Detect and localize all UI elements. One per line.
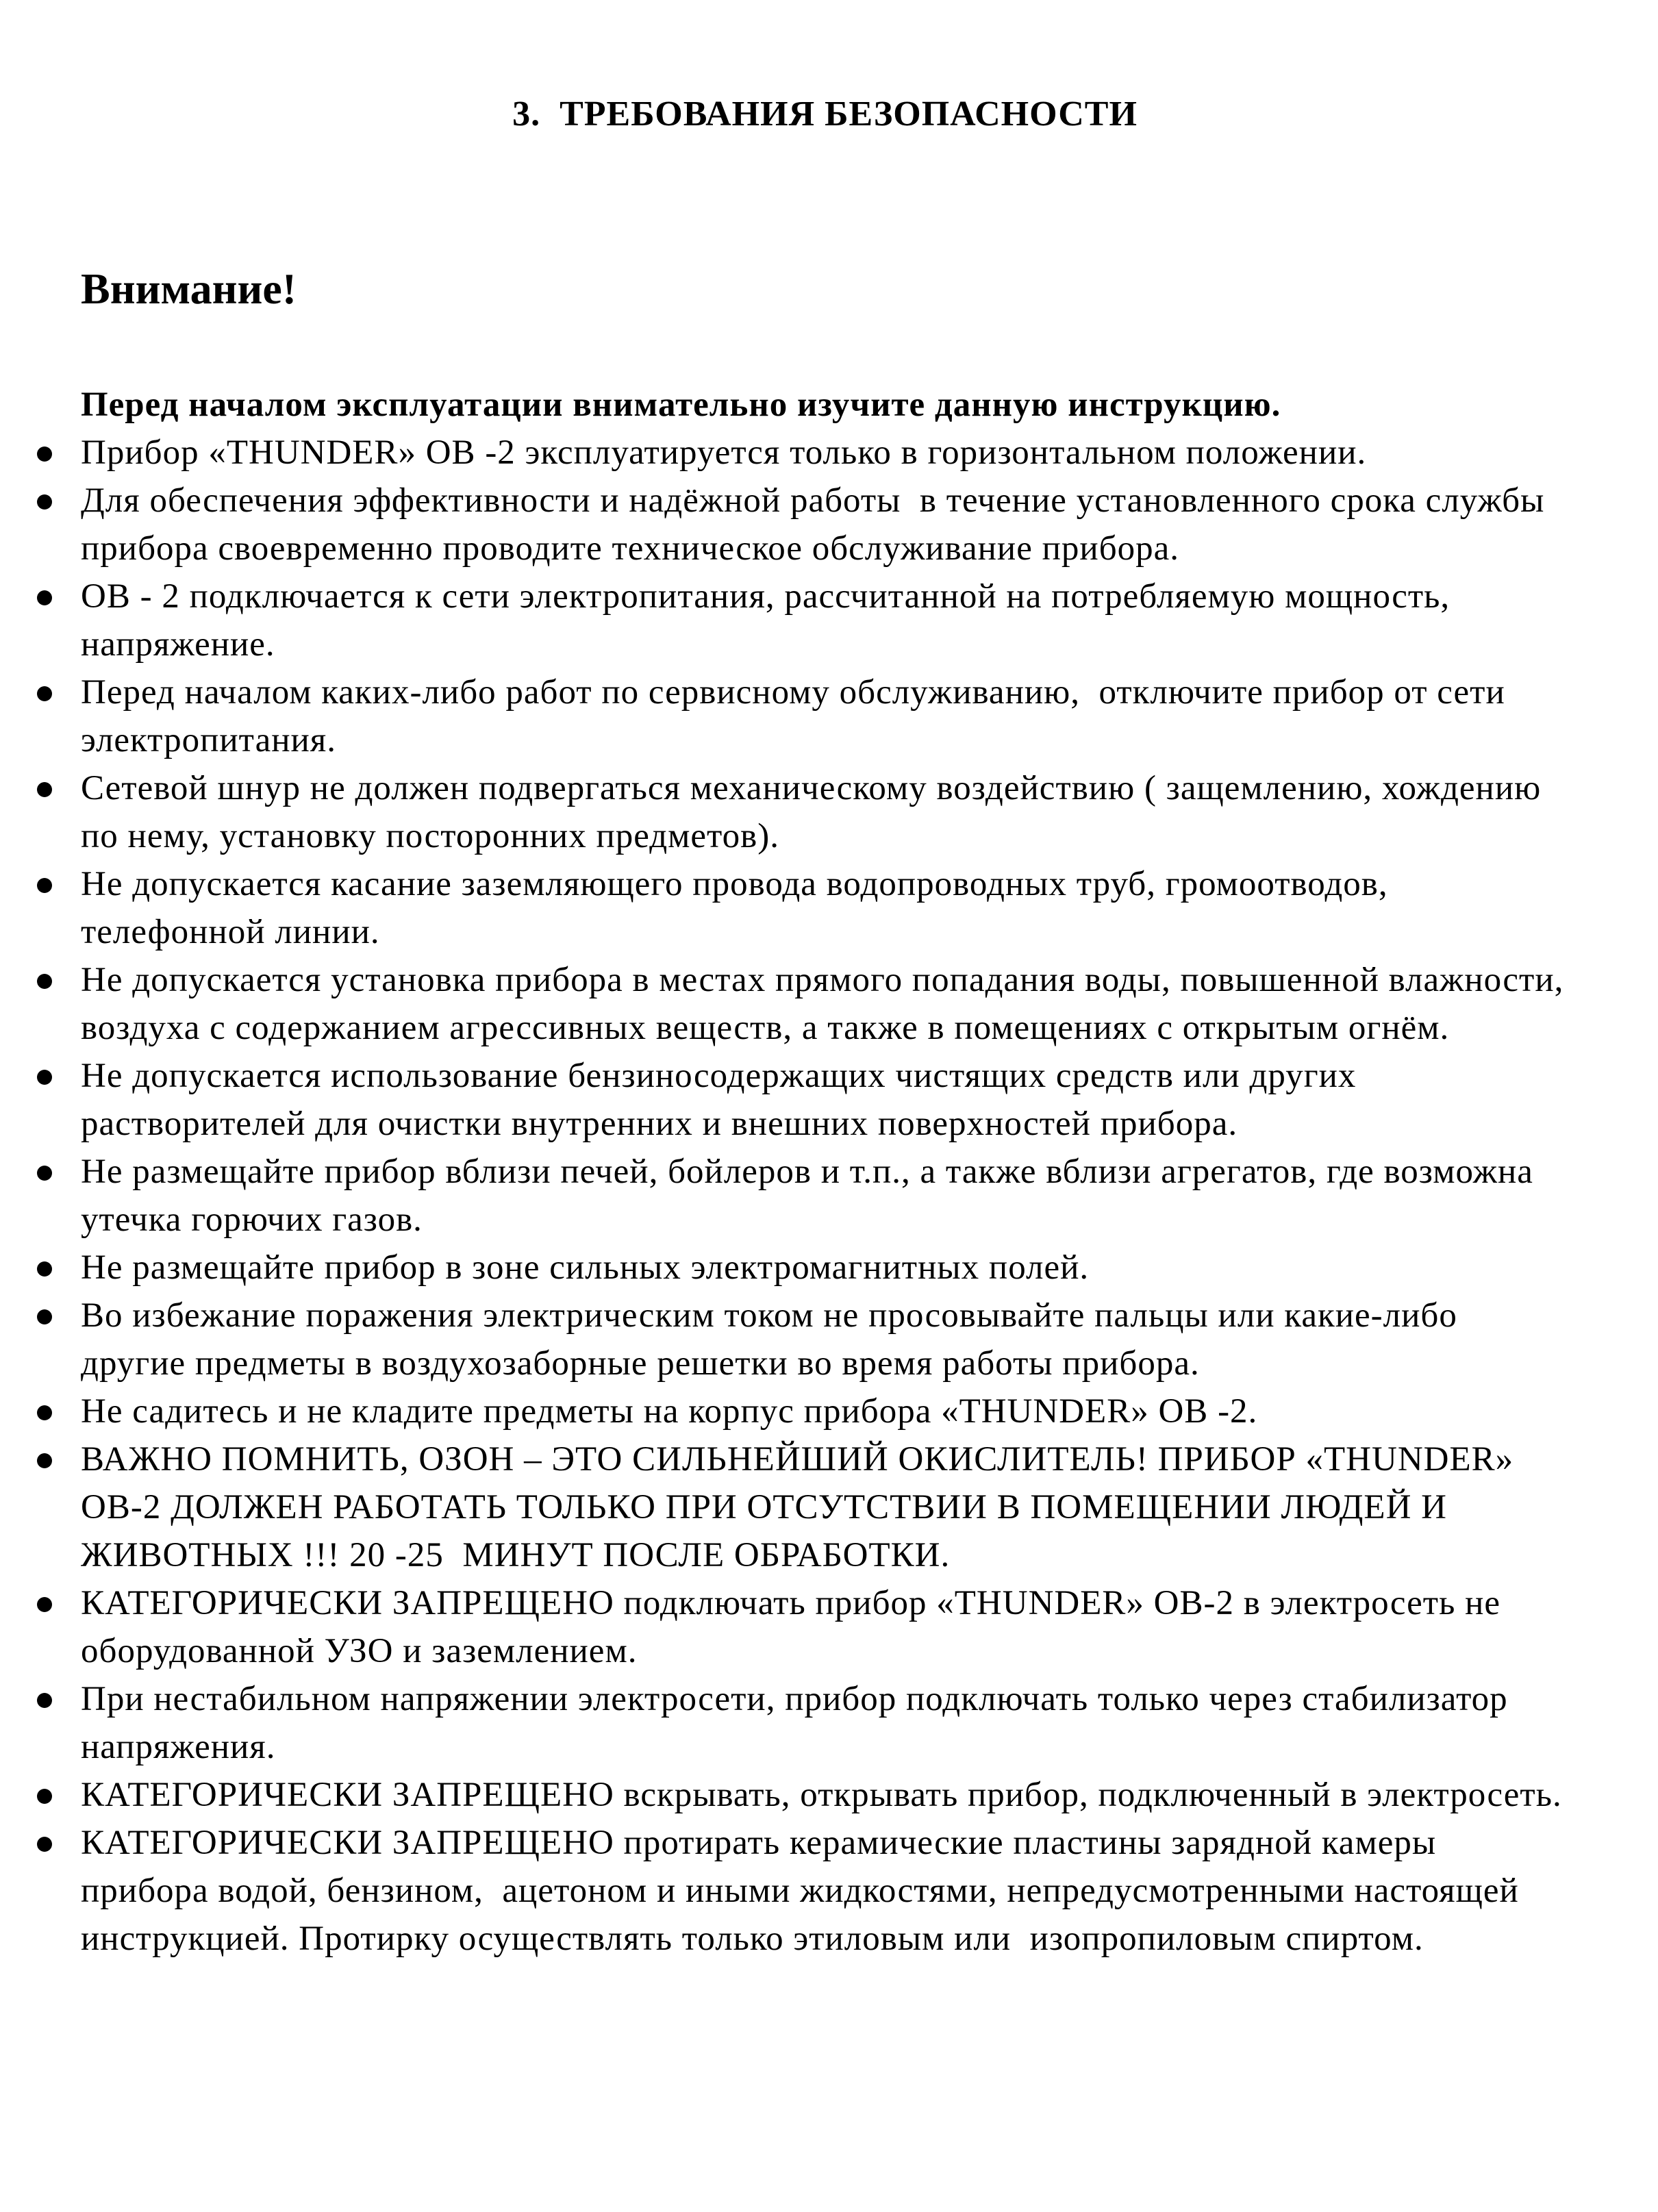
list-item: Не садитесь и не кладите предметы на корпус прибора «THUNDER» ОВ -2.: [81, 1387, 1569, 1435]
attention-heading: Внимание!: [81, 264, 297, 313]
section-title: 3. ТРЕБОВАНИЯ БЕЗОПАСНОСТИ: [512, 95, 1138, 134]
list-item: КАТЕГОРИЧЕСКИ ЗАПРЕЩЕНО вскрывать, открывать прибор, подключенный в электросеть.: [81, 1771, 1569, 1819]
list-item: Не допускается установка прибора в местах прямого попадания воды, повышенной влажности, воздуха с содержанием агрессивных веществ, а также в помещениях с открытым огнём.: [81, 956, 1569, 1052]
list-item: Для обеспечения эффективности и надёжной работы в течение установленного срока службы прибора своевременно проводите техническое обслуживание прибора.: [81, 477, 1569, 573]
list-item: КАТЕГОРИЧЕСКИ ЗАПРЕЩЕНО протирать керамические пластины зарядной камеры прибора водой, бензином, ацетоном и иными жидкостями, непредусмотренными настоящей инструкцией. Протирку осуществлять только этиловым или изопропиловым спиртом.: [81, 1819, 1569, 1963]
list-item: ВАЖНО ПОМНИТЬ, ОЗОН – ЭТО СИЛЬНЕЙШИЙ ОКИСЛИТЕЛЬ! ПРИБОР «THUNDER» ОВ-2 ДОЛЖЕН РАБОТАТЬ ТОЛЬКО ПРИ ОТСУТСТВИИ В ПОМЕЩЕНИИ ЛЮДЕЙ И ЖИВОТНЫХ !!! 20 -25 МИНУТ ПОСЛЕ ОБРАБОТКИ.: [81, 1435, 1569, 1579]
safety-requirements-list: [81, 429, 1583, 1963]
intro-paragraph: Перед началом эксплуатации внимательно изучите данную инструкцию.: [81, 386, 1281, 424]
list-item: Не допускается касание заземляющего провода водопроводных труб, громоотводов, телефонной линии.: [81, 860, 1569, 956]
list-item: Во избежание поражения электрическим током не просовывайте пальцы или какие-либо другие предметы в воздухозаборные решетки во время работы прибора.: [81, 1292, 1569, 1387]
list-item: При нестабильном напряжении электросети, прибор подключать только через стабилизатор напряжения.: [81, 1675, 1569, 1771]
list-item: Прибор «THUNDER» ОВ -2 эксплуатируется только в горизонтальном положении.: [81, 429, 1569, 477]
list-item: Сетевой шнур не должен подвергаться механическому воздействию ( защемлению, хождению по нему, установку посторонних предметов).: [81, 764, 1569, 860]
list-item: ОВ - 2 подключается к сети электропитания, рассчитанной на потребляемую мощность, напряжение.: [81, 573, 1569, 668]
list-item: Не допускается использование бензиносодержащих чистящих средств или других растворителей для очистки внутренних и внешних поверхностей прибора.: [81, 1052, 1569, 1148]
list-item: Не размещайте прибор в зоне сильных электромагнитных полей.: [81, 1244, 1569, 1292]
list-item: Перед началом каких-либо работ по сервисному обслуживанию, отключите прибор от сети электропитания.: [81, 668, 1569, 764]
list-item: Не размещайте прибор вблизи печей, бойлеров и т.п., а также вблизи агрегатов, где возможна утечка горючих газов.: [81, 1148, 1569, 1244]
list-item: КАТЕГОРИЧЕСКИ ЗАПРЕЩЕНО подключать прибор «THUNDER» ОВ-2 в электросеть не оборудованной УЗО и заземлением.: [81, 1579, 1569, 1675]
